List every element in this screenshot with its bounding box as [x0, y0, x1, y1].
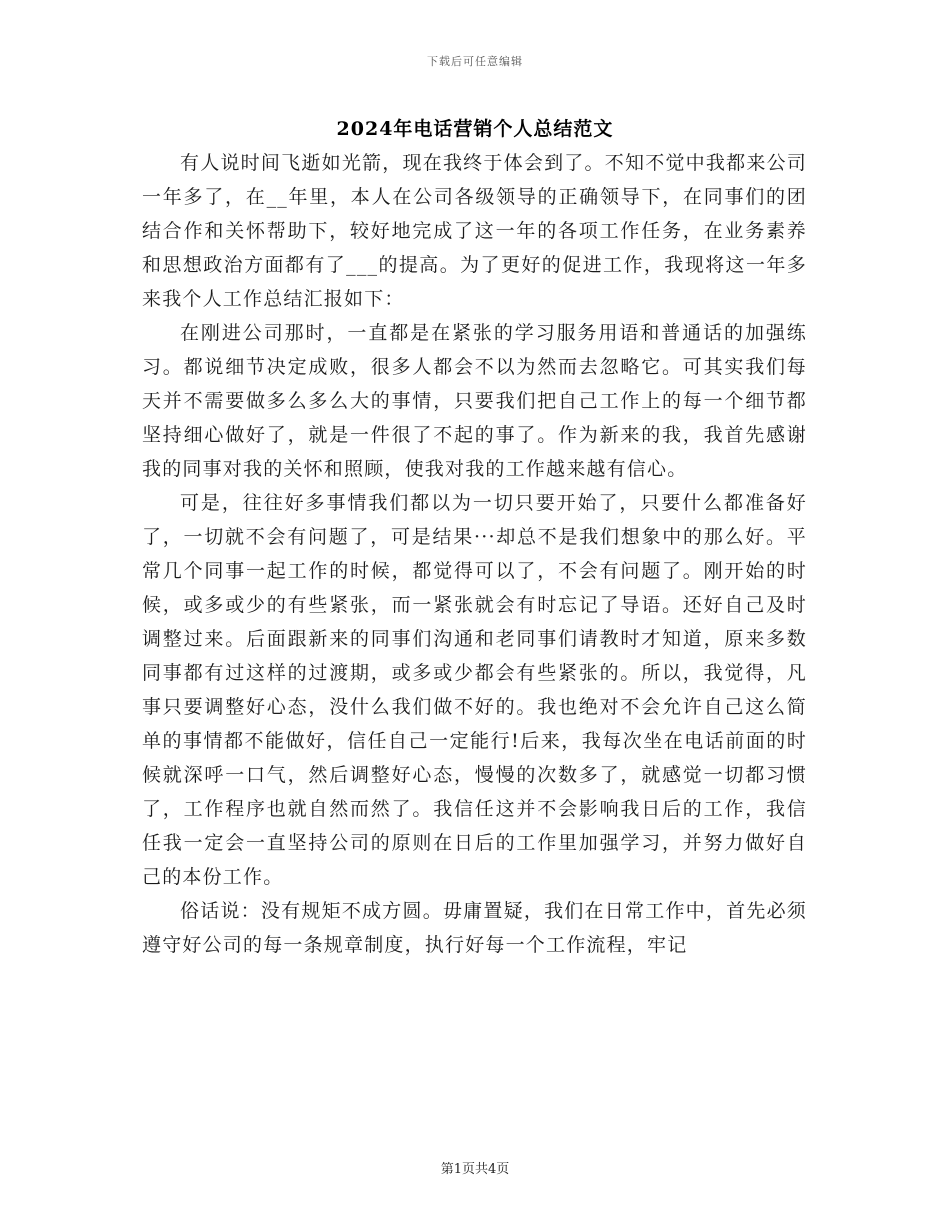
header-note: 下载后可任意编辑	[427, 55, 523, 68]
paragraph: 可是，往往好多事情我们都以为一切只要开始了，只要什么都准备好了，一切就不会有问题了，可是结果···却总不是我们想象中的那么好。平常几个同事一起工作的时候，都觉得可以了，不会有问题了。刚开始的时候，或多或少的有些紧张，而一紧张就会有时忘记了导语。还好自己及时调整过来。后面跟新来的同事们沟通和老同事们请教时才知道，原来多数同事都有过这样的过渡期，或多或少都会有些紧张的。所以，我觉得，凡事只要调整好心态，没什么我们做不好的。我也绝对不会允许自己这么简单的事情都不能做好，信任自己一定能行!后来，我每次坐在电话前面的时候就深呼一口气，然后调整好心态，慢慢的次数多了，就感觉一切都习惯了，工作程序也就自然而然了。我信任这并不会影响我日后的工作，我信任我一定会一直坚持公司的原则在日后的工作里加强学习，并努力做好自己的本份工作。	[142, 492, 807, 888]
document-body	[142, 146, 807, 1076]
paragraph: 在刚进公司那时，一直都是在紧张的学习服务用语和普通话的加强练习。都说细节决定成败，很多人都会不以为然而去忽略它。可其实我们每天并不需要做多么多么大的事情，只要我们把自己工作上的每一个细节都坚持细心做好了，就是一件很了不起的事了。作为新来的我，我首先感谢我的同事对我的关怀和照顾，使我对我的工作越来越有信心。	[142, 322, 807, 480]
page-number: 第1页共4页	[440, 1162, 510, 1177]
document-title: 2024年电话营销个人总结范文	[336, 118, 614, 140]
paragraph: 有人说时间飞逝如光箭，现在我终于体会到了。不知不觉中我都来公司一年多了，在__年里，本人在公司各级领导的正确领导下，在同事们的团结合作和关怀帮助下，较好地完成了这一年的各项工作任务，在业务素养和思想政治方面都有了___的提高。为了更好的促进工作，我现将这一年多来我个人工作总结汇报如下：	[142, 152, 807, 310]
paragraph: 俗话说：没有规矩不成方圆。毋庸置疑，我们在日常工作中，首先必须遵守好公司的每一条规章制度，执行好每一个工作流程，牢记	[142, 900, 807, 956]
